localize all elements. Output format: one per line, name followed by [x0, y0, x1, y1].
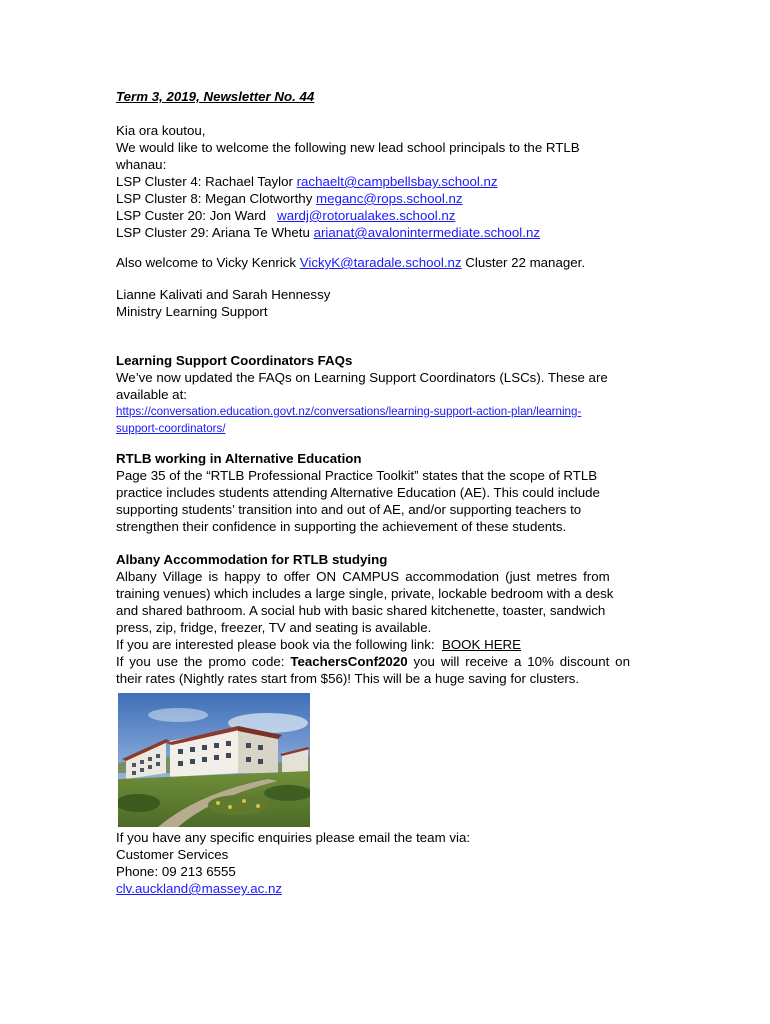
- principal-item: [116, 224, 656, 241]
- lsc-text-line-1: We’ve now updated the FAQs on Learning Support Coordinators (LSCs). These are: [116, 370, 608, 385]
- principal-email-link[interactable]: arianat@avalonintermediate.school.nz: [313, 225, 540, 240]
- lsc-heading: Learning Support Coordinators FAQs: [116, 353, 353, 368]
- lsc-url-link[interactable]: https://conversation.education.govt.nz/conversations/learning-support-action-plan/learning-: [116, 405, 582, 418]
- signoff-org: Ministry Learning Support: [116, 304, 268, 319]
- manager-welcome: [116, 254, 656, 271]
- albany-book-line: [116, 636, 656, 653]
- principal-item: [116, 207, 656, 224]
- welcome-intro-line-1: We would like to welcome the following new lead school principals to the RTLB: [116, 140, 580, 155]
- alt-ed-line-1: Page 35 of the “RTLB Professional Practice Toolkit” states that the scope of RTLB: [116, 468, 598, 483]
- principal-item: [116, 173, 656, 190]
- lsc-text-line-2: available at:: [116, 387, 187, 402]
- contact-line-1: If you have any specific enquiries please email the team via:: [116, 830, 471, 845]
- albany-promo-line: [116, 653, 656, 670]
- contact-email-link[interactable]: clv.auckland@massey.ac.nz: [116, 881, 282, 896]
- signoff-names: Lianne Kalivati and Sarah Hennessy: [116, 287, 331, 302]
- principal-label: LSP Custer 20: Jon Ward: [116, 208, 278, 223]
- promo-code: TeachersConf2020: [290, 654, 408, 669]
- alt-ed-line-2: practice includes students attending Alternative Education (AE). This could include: [116, 485, 600, 500]
- alt-ed-line-3: supporting students’ transition into and out of AE, and/or supporting teachers to: [116, 502, 582, 517]
- principal-label: LSP Cluster 8: Megan Clotworthy: [116, 191, 317, 206]
- newsletter-title-block: [116, 88, 656, 105]
- lsc-url-link-continued[interactable]: support-coordinators/: [116, 422, 226, 435]
- signoff: [116, 286, 656, 320]
- lsc-section: [116, 352, 656, 437]
- welcome-section: [116, 122, 656, 241]
- principal-email-link[interactable]: meganc@rops.school.nz: [316, 191, 463, 206]
- welcome-intro-line-2: whanau:: [116, 157, 167, 172]
- manager-email-link[interactable]: VickyK@taradale.school.nz: [299, 255, 462, 270]
- principal-item: [116, 190, 656, 207]
- principal-label: LSP Cluster 4: Rachael Taylor: [116, 174, 297, 189]
- albany-line-3: and shared bathroom. A social hub with basic shared kitchenette, toaster, sandwich: [116, 603, 606, 618]
- albany-promo-line-2: their rates (Nightly rates start from $56)! This will be a huge saving for clusters.: [116, 671, 580, 686]
- manager-text-post: Cluster 22 manager.: [461, 255, 586, 270]
- promo-text-pre: If you use the promo code:: [116, 654, 291, 669]
- manager-welcome-line: [116, 254, 656, 271]
- contact-line-2: Customer Services: [116, 847, 229, 862]
- principal-label: LSP Cluster 29: Ariana Te Whetu: [116, 225, 314, 240]
- albany-heading: Albany Accommodation for RTLB studying: [116, 552, 388, 567]
- albany-line-1: Albany Village is happy to offer ON CAMPUS accommodation (just metres from: [116, 569, 610, 584]
- albany-line-2: training venues) which includes a large single, private, lockable bedroom with a desk: [116, 586, 614, 601]
- alt-ed-heading: RTLB working in Alternative Education: [116, 451, 362, 466]
- alt-ed-section: [116, 450, 656, 535]
- contact-phone: Phone: 09 213 6555: [116, 864, 236, 879]
- manager-text-pre: Also welcome to Vicky Kenrick: [116, 255, 300, 270]
- albany-section: [116, 551, 656, 687]
- newsletter-title: Term 3, 2019, Newsletter No. 44: [116, 89, 315, 104]
- greeting: Kia ora koutou,: [116, 123, 206, 138]
- principal-email-link[interactable]: rachaelt@campbellsbay.school.nz: [296, 174, 498, 189]
- contact-section: [116, 829, 656, 897]
- book-here-link[interactable]: BOOK HERE: [441, 637, 522, 652]
- albany-village-photo: [118, 693, 310, 827]
- albany-line-4: press, zip, fridge, freezer, TV and seating is available.: [116, 620, 432, 635]
- promo-text-post: you will receive a 10% discount on: [407, 654, 630, 669]
- principal-email-link[interactable]: wardj@rotorualakes.school.nz: [277, 208, 456, 223]
- book-text: If you are interested please book via the following link:: [116, 637, 442, 652]
- alt-ed-line-4: strengthen their confidence in supporting the achievement of these students.: [116, 519, 567, 534]
